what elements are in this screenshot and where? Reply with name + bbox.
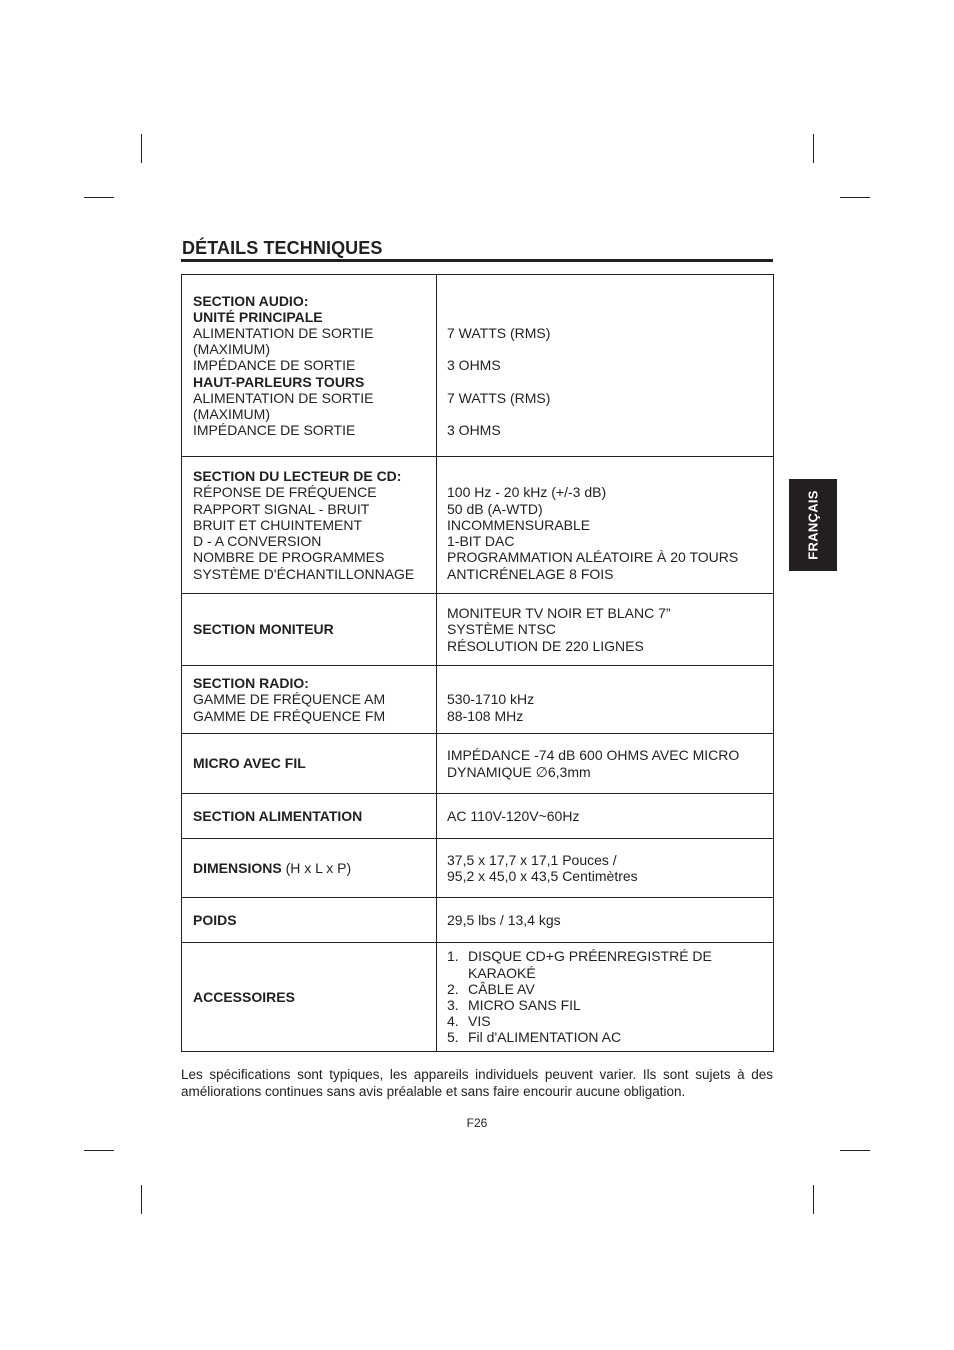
weight-label — [182, 898, 437, 943]
spec-value: AC 110V-120V~60Hz — [447, 807, 580, 824]
spec-value: 29,5 lbs / 13,4 kgs — [447, 911, 561, 928]
spec-label: ALIMENTATION DE SORTIE — [193, 389, 374, 406]
table-row-audio — [182, 275, 774, 457]
monitor-label — [182, 594, 437, 666]
spec-label: GAMME DE FRÉQUENCE FM — [193, 707, 386, 724]
spec-value: INCOMMENSURABLE — [447, 516, 591, 533]
table-row-accessories — [182, 943, 774, 1052]
dimensions-values — [437, 839, 774, 898]
accessories-list — [447, 948, 773, 1045]
crop-mark — [813, 1185, 814, 1214]
power-heading: SECTION ALIMENTATION — [193, 807, 363, 824]
spec-value: SYSTÈME NTSC — [447, 621, 556, 638]
accessories-heading: ACCESSOIRES — [193, 988, 295, 1005]
footnote: Les spécifications sont typiques, les appareils individuels peuvent varier. Ils sont sujets à des améliorations continues sans avis préalable et sans faire encourir aucune obligation. — [181, 1067, 773, 1099]
spec-value: 7 WATTS (RMS) — [447, 325, 551, 341]
spec-label: D - A CONVERSION — [193, 533, 322, 550]
list-item: 5. Fil d'ALIMENTATION AC — [447, 1029, 622, 1046]
crop-mark — [141, 1185, 142, 1214]
radio-labels — [182, 666, 437, 734]
weight-value-cell — [437, 898, 774, 943]
language-tab-label: FRANÇAIS — [805, 490, 821, 560]
main-unit-heading: UNITÉ PRINCIPALE — [193, 308, 323, 325]
title-rule — [181, 259, 773, 262]
spec-label: RÉPONSE DE FRÉQUENCE — [193, 484, 377, 501]
radio-heading: SECTION RADIO: — [193, 675, 309, 692]
monitor-values — [437, 594, 774, 666]
spec-label: SYSTÈME D'ÉCHANTILLONNAGE — [193, 565, 415, 582]
spec-value: PROGRAMMATION ALÉATOIRE À 20 TOURS — [447, 549, 739, 566]
spec-value: 3 OHMS — [447, 357, 501, 374]
spec-label: (MAXIMUM) — [193, 406, 270, 422]
cd-heading: SECTION DU LECTEUR DE CD: — [193, 468, 402, 485]
dimensions-suffix: (H x L x P) — [281, 859, 352, 876]
table-row-monitor — [182, 594, 774, 666]
radio-values — [437, 666, 774, 734]
weight-heading: POIDS — [193, 911, 237, 928]
page-title: DÉTAILS TECHNIQUES — [182, 238, 383, 258]
list-item: 2. CÂBLE AV — [447, 980, 535, 997]
spec-label: IMPÉDANCE DE SORTIE — [193, 357, 356, 374]
mic-values — [437, 734, 774, 794]
page-number: F26 — [466, 1116, 488, 1130]
accessories-label — [182, 943, 437, 1052]
table-row-cd — [182, 457, 774, 594]
audio-values — [437, 275, 774, 457]
spec-value: MONITEUR TV NOIR ET BLANC 7” — [447, 605, 671, 622]
spec-value: ANTICRÉNELAGE 8 FOIS — [447, 565, 614, 582]
cd-labels — [182, 457, 437, 594]
cd-values — [437, 457, 774, 594]
list-item: KARAOKÉ — [468, 964, 536, 981]
spec-label: BRUIT ET CHUINTEMENT — [193, 516, 363, 533]
crop-mark — [840, 1150, 870, 1151]
monitor-heading: SECTION MONITEUR — [193, 621, 334, 638]
list-item: 3. MICRO SANS FIL — [447, 997, 581, 1013]
crop-mark — [84, 197, 114, 198]
spec-value: RÉSOLUTION DE 220 LIGNES — [447, 637, 644, 654]
crop-mark — [141, 134, 142, 163]
spec-value: DYNAMIQUE ∅6,3mm — [447, 763, 591, 780]
spec-value: 37,5 x 17,7 x 17,1 Pouces / — [447, 851, 617, 868]
accessories-values — [437, 943, 774, 1052]
table-row-radio — [182, 666, 774, 734]
spec-value: 100 Hz - 20 kHz (+/-3 dB) — [447, 484, 607, 501]
spec-value: 530-1710 kHz — [447, 691, 535, 708]
list-item: 1. DISQUE CD+G PRÉENREGISTRÉ DE — [447, 948, 712, 965]
audio-heading: SECTION AUDIO: — [193, 292, 309, 309]
mic-label — [182, 734, 437, 794]
spec-label: RAPPORT SIGNAL - BRUIT — [193, 500, 370, 517]
dimensions-heading: DIMENSIONS — [193, 859, 282, 876]
spec-label: NOMBRE DE PROGRAMMES — [193, 549, 385, 566]
spec-value: 88-108 MHz — [447, 707, 524, 724]
spec-value: 95,2 x 45,0 x 43,5 Centimètres — [447, 868, 638, 884]
tower-speakers-heading: HAUT-PARLEURS TOURS — [193, 373, 365, 390]
spec-value: 50 dB (A-WTD) — [447, 500, 543, 517]
spec-label: IMPÉDANCE DE SORTIE — [193, 422, 356, 439]
table-row-weight — [182, 898, 774, 943]
crop-mark — [84, 1150, 114, 1151]
spec-table — [181, 274, 774, 1052]
spec-value: 1-BIT DAC — [447, 533, 515, 550]
power-value-cell — [437, 794, 774, 839]
spec-value: 7 WATTS (RMS) — [447, 389, 551, 406]
language-tab — [789, 479, 837, 571]
table-row-mic — [182, 734, 774, 794]
list-item: 4. VIS — [447, 1013, 491, 1030]
table-row-power — [182, 794, 774, 839]
table-row-dimensions — [182, 839, 774, 898]
audio-labels — [182, 275, 437, 457]
crop-mark — [840, 197, 870, 198]
power-label — [182, 794, 437, 839]
mic-heading: MICRO AVEC FIL — [193, 755, 306, 772]
crop-mark — [813, 134, 814, 163]
spec-label: ALIMENTATION DE SORTIE — [193, 324, 374, 341]
spec-value: IMPÉDANCE -74 dB 600 OHMS AVEC MICRO — [447, 747, 740, 764]
spec-value: 3 OHMS — [447, 422, 501, 439]
spec-label: (MAXIMUM) — [193, 341, 270, 358]
dimensions-label — [182, 839, 437, 898]
spec-label: GAMME DE FRÉQUENCE AM — [193, 691, 386, 708]
